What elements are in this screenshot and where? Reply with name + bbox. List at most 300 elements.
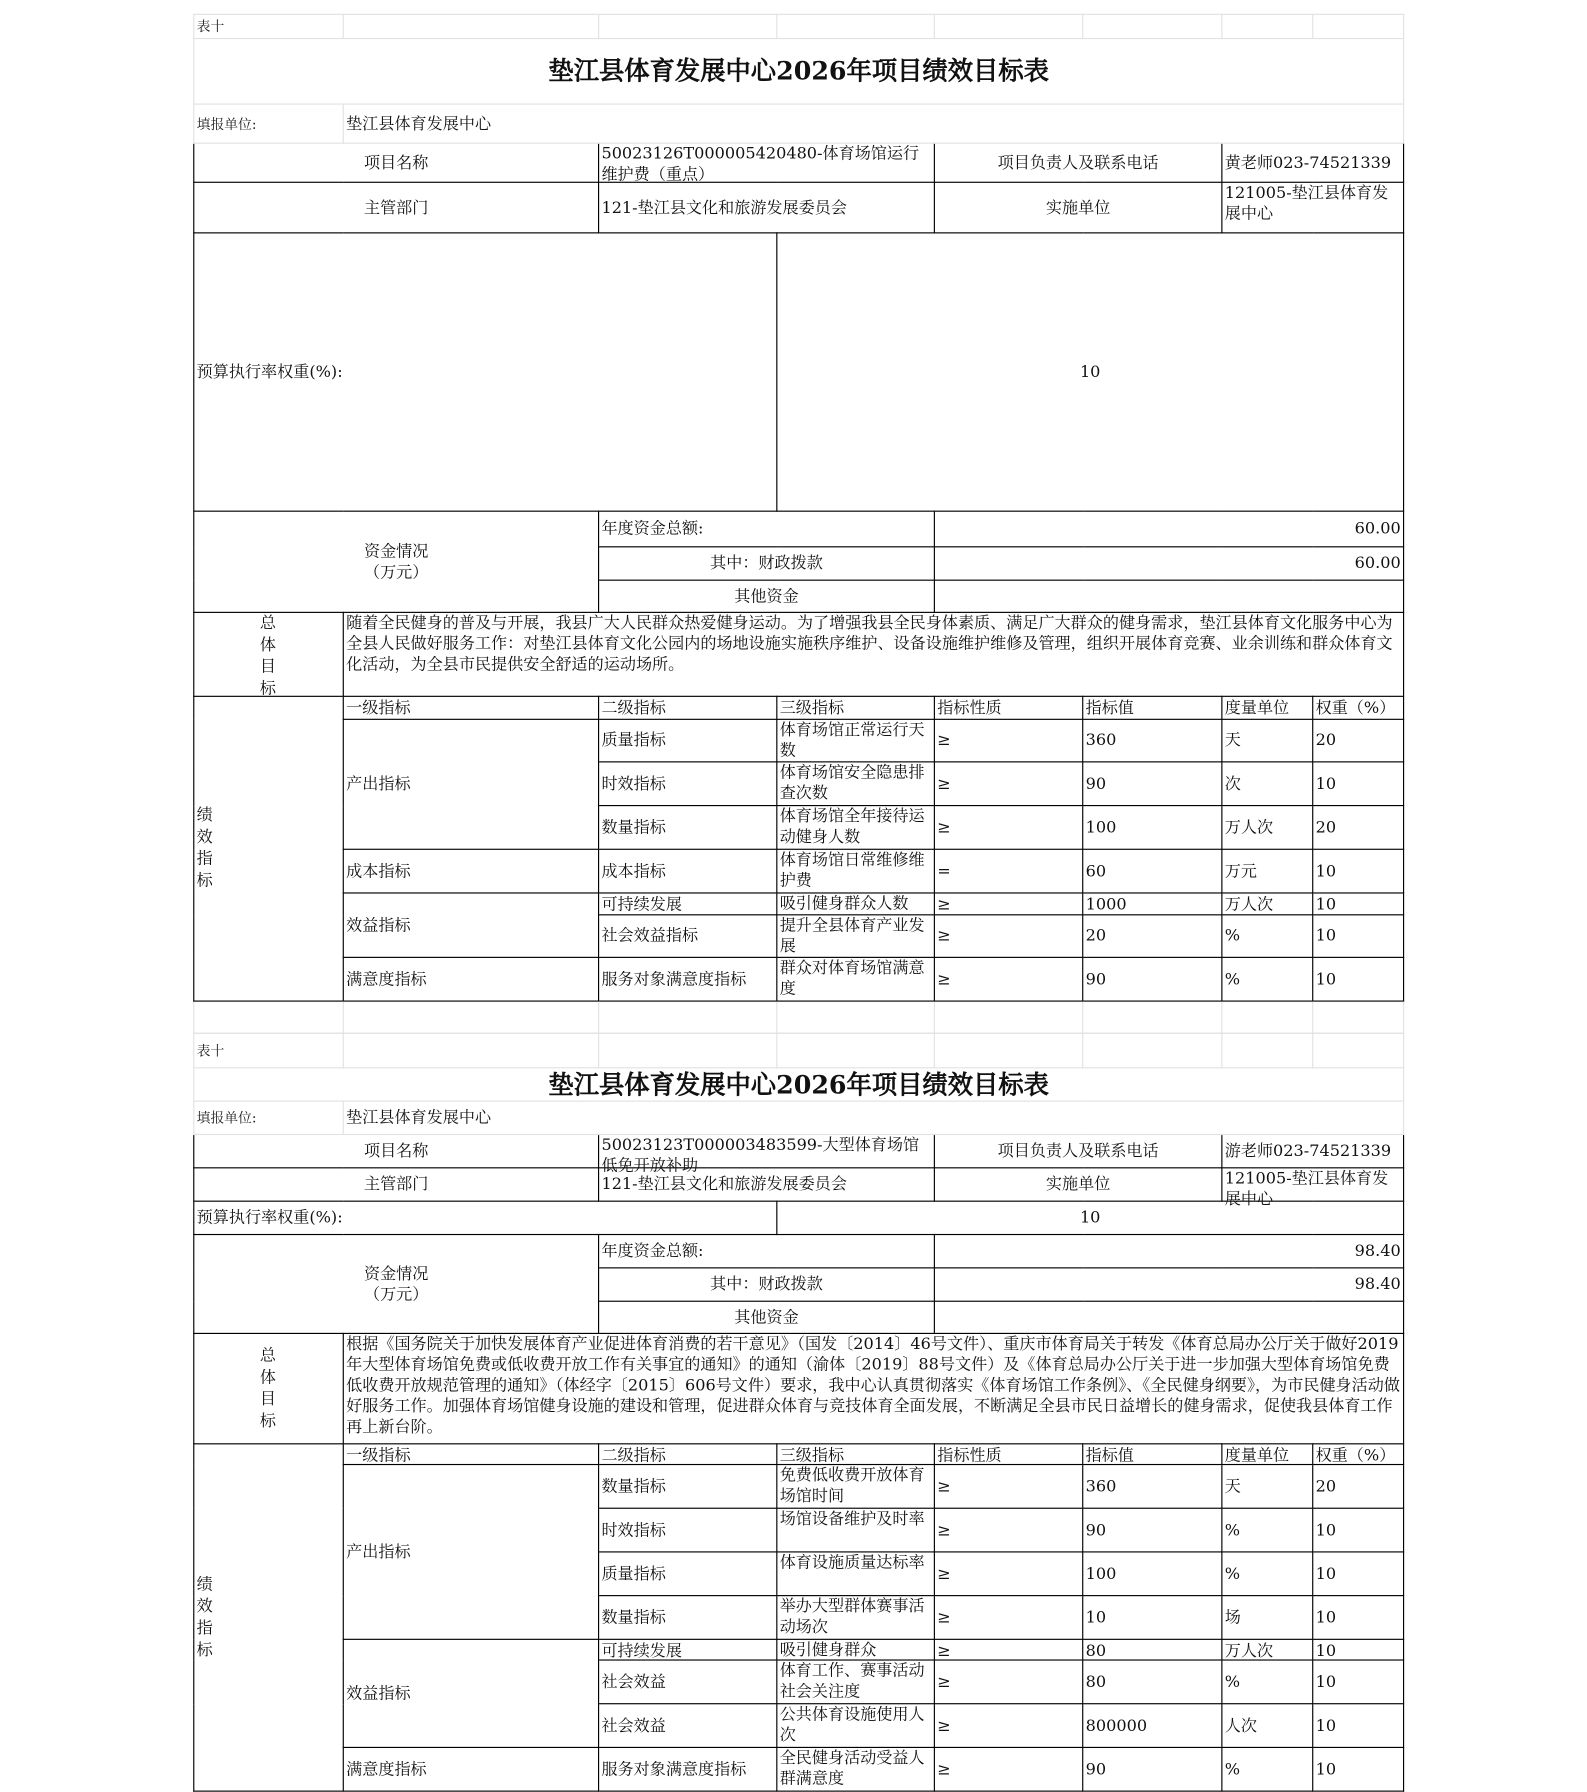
table-title: [194, 1068, 1404, 1101]
fiscal-value: [934, 1268, 1403, 1301]
level2-indicator-text: 社会效益: [601, 1672, 666, 1692]
empty-cell: [1222, 14, 1313, 38]
weight: [1313, 849, 1404, 893]
measure-unit: [1222, 1508, 1313, 1552]
fiscal-label-text: 其中：财政拨款: [710, 554, 823, 573]
department-label: [194, 1168, 599, 1201]
column-header: [343, 1444, 598, 1465]
indicator-nature-text: ≥: [937, 818, 951, 837]
level3-indicator-text: 吸引健身群众人数: [779, 894, 909, 914]
weight-text: 10: [1315, 1672, 1337, 1692]
weight: [1313, 1660, 1404, 1704]
indicator-nature: [934, 1508, 1082, 1552]
level1-indicator-text: 成本指标: [346, 861, 411, 881]
indicator-value: [1083, 1552, 1222, 1596]
indicator-nature: [934, 1704, 1082, 1748]
indicator-value-text: 10: [1085, 1608, 1107, 1627]
column-header-text: 二级指标: [601, 698, 666, 718]
indicator-nature-text: ≥: [937, 970, 951, 989]
column-header-text: 二级指标: [601, 1446, 666, 1465]
weight-text: 10: [1315, 1608, 1337, 1627]
measure-unit: [1222, 849, 1313, 893]
indicator-nature-text: ≥: [937, 895, 951, 914]
weight-text: 10: [1315, 774, 1337, 793]
level2-indicator: [599, 1465, 777, 1509]
level2-indicator-text: 时效指标: [601, 1520, 666, 1540]
column-header: [777, 696, 935, 719]
indicator-value-text: 80: [1085, 1641, 1107, 1661]
level3-indicator: [777, 1552, 935, 1596]
empty-cell: [1222, 1001, 1313, 1033]
indicator-value: [1083, 1747, 1222, 1791]
measure-unit-text: 万人次: [1224, 1641, 1274, 1661]
level3-indicator-text: 体育场馆正常运行天数: [779, 721, 925, 761]
indicator-nature-text: ≥: [937, 731, 951, 750]
level3-indicator: [777, 1639, 935, 1660]
empty-cell: [934, 1033, 1082, 1068]
measure-unit-text: %: [1224, 1760, 1241, 1779]
empty-cell: [599, 1001, 777, 1033]
indicator-nature: [934, 957, 1082, 1001]
budget-rate-label-text: 预算执行率权重(%):: [196, 1208, 343, 1228]
weight-text: 10: [1315, 1760, 1337, 1779]
annual-total-label-text: 年度资金总额:: [601, 519, 704, 539]
department-value: [599, 182, 935, 233]
table-number: [194, 1033, 344, 1068]
indicator-nature: [934, 915, 1082, 958]
annual-total-label: [599, 1235, 935, 1268]
column-header-text: 指标性质: [937, 698, 1002, 718]
weight: [1313, 1508, 1404, 1552]
weight-text: 20: [1315, 731, 1337, 750]
overall-goal-label-text: 总体目标: [259, 614, 276, 699]
fiscal-label-text: 其中：财政拨款: [710, 1275, 823, 1294]
indicator-value-text: 800000: [1085, 1716, 1148, 1735]
indicator-value: [1083, 762, 1222, 806]
unit-label-text: 填报单位:: [196, 1109, 257, 1126]
level3-indicator-text: 场馆设备维护及时率: [779, 1509, 925, 1529]
annual-total-value-text: 98.40: [1354, 1242, 1401, 1261]
implementing-unit-value-text: 121005-垫江县体育发展中心: [1224, 1169, 1389, 1209]
column-header: [934, 696, 1082, 719]
indicator-row: [194, 893, 1404, 915]
column-header: [599, 696, 777, 719]
indicator-value-text: 360: [1085, 1477, 1117, 1496]
overall-goal-text-text: 随着全民健身的普及与开展，我县广大人民群众热爱健身运动。为了增强我县全民身体素质、满足广大群众的健身需求，垫江县体育文化服务中心为全县人民做好服务工作：对垫江县体育文化公园内的场地设施实施秩序维护、设备设施维护维修及管理，组织开展体育竞赛、业余训练和群众体育文化活动，为全县市民提供安全舒适的运动场所。: [346, 614, 1393, 674]
level3-indicator-text: 体育场馆全年接待运动健身人数: [779, 807, 925, 847]
other-funds-label: [599, 580, 935, 612]
contact-value: [1222, 1134, 1404, 1167]
weight-text: 20: [1315, 1477, 1337, 1496]
measure-unit-text: %: [1224, 1564, 1241, 1583]
unit-value-text: 垫江县体育发展中心: [346, 114, 492, 133]
project-name-label-text: 项目名称: [363, 153, 429, 172]
indicator-nature-text: ≥: [937, 926, 951, 946]
funds-label: [194, 511, 599, 612]
level2-indicator: [599, 849, 777, 893]
measure-unit-text: 天: [1224, 731, 1241, 750]
weight: [1313, 1747, 1404, 1791]
level3-indicator: [777, 1508, 935, 1552]
column-header-text: 度量单位: [1224, 698, 1290, 718]
performance-indicators-label: [194, 1444, 344, 1791]
funds-label-text: 资金情况（万元）: [363, 1264, 429, 1304]
level1-indicator: [343, 719, 598, 849]
indicator-value: [1083, 1465, 1222, 1509]
indicator-row: [194, 1465, 1404, 1509]
budget-rate-value-text: 10: [1079, 362, 1101, 382]
level2-indicator: [599, 1639, 777, 1660]
measure-unit-text: 万人次: [1224, 818, 1274, 837]
empty-cell: [777, 1033, 935, 1068]
level3-indicator: [777, 849, 935, 893]
level1-indicator: [343, 1747, 598, 1791]
contact-label: [934, 143, 1222, 182]
empty-cell: [1083, 14, 1222, 38]
level1-indicator: [343, 957, 598, 1001]
implementing-unit-label: [934, 182, 1222, 233]
indicator-value-text: 20: [1085, 926, 1107, 946]
level2-indicator-text: 时效指标: [601, 774, 666, 793]
implementing-unit-value: [1222, 182, 1404, 233]
level2-indicator-text: 服务对象满意度指标: [601, 970, 747, 989]
measure-unit-text: 万元: [1224, 861, 1257, 881]
implementing-unit-label-text: 实施单位: [1045, 198, 1111, 217]
indicator-value: [1083, 1660, 1222, 1704]
indicator-value: [1083, 719, 1222, 762]
column-header-text: 指标值: [1085, 698, 1134, 718]
contact-label: [934, 1134, 1222, 1167]
measure-unit: [1222, 719, 1313, 762]
indicator-nature-text: =: [937, 861, 951, 881]
level1-indicator-text: 满意度指标: [346, 970, 427, 989]
weight: [1313, 806, 1404, 850]
level3-indicator-text: 群众对体育场馆满意度: [779, 959, 925, 999]
weight-text: 10: [1315, 970, 1337, 989]
indicator-nature: [934, 893, 1082, 915]
level2-indicator: [599, 1660, 777, 1704]
indicator-nature: [934, 1552, 1082, 1596]
level3-indicator-text: 体育场馆安全隐患排查次数: [779, 763, 925, 803]
table-title: [194, 39, 1404, 105]
level3-indicator: [777, 1465, 935, 1509]
level3-indicator: [777, 719, 935, 762]
level2-indicator-text: 服务对象满意度指标: [601, 1760, 747, 1779]
annual-total-value: [934, 1235, 1403, 1268]
measure-unit-text: %: [1224, 1672, 1241, 1692]
annual-total-value: [934, 511, 1403, 547]
budget-rate-value: [777, 1201, 1404, 1234]
budget-rate-value-text: 10: [1079, 1208, 1101, 1228]
level2-indicator: [599, 1747, 777, 1791]
overall-goal-text-text: 根据《国务院关于加快发展体育产业促进体育消费的若干意见》（国发〔2014〕46号文件）、重庆市体育局关于转发《体育总局办公厅关于做好2019年大型体育场馆免费或低收费开放工作有关事宜的通知》的通知（渝体〔2019〕88号文件）及《体育总局办公厅关于进一步加强大型体育场馆免费低收费开放规范管理的通知》（体经字〔2015〕606号文件）要求，我中心认真贯彻落实《体育场馆工作条例》、《全民健身纲要》，为市民健身活动做好服务工作。加强体育场馆健身设施的建设和管理，促进群众体育与竞技体育全面发展，不断满足全县市民日益增长的健身需求，促使我县体育工作再上新台阶。: [346, 1335, 1400, 1437]
level1-indicator: [343, 1465, 598, 1640]
performance-indicators-label-text: 绩效指标: [196, 1574, 213, 1659]
indicator-nature: [934, 849, 1082, 893]
indicator-row: [194, 849, 1404, 893]
measure-unit: [1222, 1704, 1313, 1748]
empty-cell: [934, 1001, 1082, 1033]
implementing-unit-label-text: 实施单位: [1045, 1175, 1111, 1194]
table-number: [194, 14, 344, 38]
level3-indicator-text: 吸引健身群众: [779, 1641, 877, 1660]
performance-table-2: [193, 1033, 1404, 1792]
fiscal-label: [599, 1268, 935, 1301]
level2-indicator: [599, 1704, 777, 1748]
project-name-value: [599, 1134, 935, 1176]
indicator-nature-text: ≥: [937, 1716, 951, 1735]
empty-cell: [1313, 1033, 1404, 1068]
department-label-text: 主管部门: [363, 1175, 429, 1194]
indicator-value: [1083, 849, 1222, 893]
measure-unit: [1222, 915, 1313, 958]
contact-label-text: 项目负责人及联系电话: [997, 1141, 1159, 1161]
measure-unit-text: 人次: [1224, 1716, 1257, 1735]
level2-indicator: [599, 1596, 777, 1640]
indicator-nature-text: ≥: [937, 1564, 951, 1583]
column-header-text: 三级指标: [779, 698, 845, 718]
weight-text: 10: [1315, 926, 1337, 946]
indicator-value: [1083, 1596, 1222, 1640]
project-name-label: [194, 143, 599, 182]
indicator-nature: [934, 806, 1082, 850]
measure-unit-text: 万人次: [1224, 895, 1274, 914]
budget-rate-label: [194, 1201, 777, 1234]
indicator-nature: [934, 719, 1082, 762]
unit-label-text: 填报单位:: [196, 115, 257, 132]
empty-cell: [934, 14, 1082, 38]
project-name-value-text: 50023123T000003483599-大型体育场馆低免开放补助: [601, 1136, 920, 1176]
indicator-value-text: 90: [1085, 970, 1107, 989]
empty-cell: [1083, 1001, 1222, 1033]
column-header-text: 三级指标: [779, 1446, 845, 1465]
indicator-nature: [934, 1596, 1082, 1640]
weight: [1313, 957, 1404, 1001]
level3-indicator: [777, 1704, 935, 1748]
table-number-text: 表十: [196, 1042, 225, 1059]
indicator-nature-text: ≥: [937, 1641, 951, 1661]
weight: [1313, 762, 1404, 806]
performance-table-1: [193, 14, 1404, 1034]
measure-unit: [1222, 1596, 1313, 1640]
other-funds-label-text: 其他资金: [734, 587, 799, 606]
empty-cell: [343, 1033, 598, 1068]
column-header: [1222, 1444, 1313, 1465]
fiscal-value: [934, 547, 1403, 580]
column-header: [1083, 1444, 1222, 1465]
weight-text: 10: [1315, 1716, 1337, 1735]
indicator-value: [1083, 806, 1222, 850]
measure-unit: [1222, 762, 1313, 806]
level1-indicator-text: 产出指标: [346, 775, 411, 794]
indicator-value-text: 90: [1085, 1520, 1107, 1540]
empty-cell: [194, 1001, 344, 1033]
indicator-value: [1083, 1508, 1222, 1552]
level2-indicator: [599, 1552, 777, 1596]
measure-unit-text: 天: [1224, 1477, 1241, 1496]
table-title-text: 垫江县体育发展中心2026年项目绩效目标表: [548, 56, 1049, 87]
funds-label-text: 资金情况（万元）: [363, 542, 429, 582]
implementing-unit-value-text: 121005-垫江县体育发展中心: [1224, 184, 1389, 224]
level3-indicator-text: 体育设施质量达标率: [779, 1553, 925, 1573]
level3-indicator-text: 体育场馆日常维修维护费: [779, 851, 925, 891]
level3-indicator: [777, 893, 935, 915]
empty-cell: [1313, 14, 1404, 38]
other-funds-value: [934, 580, 1403, 612]
unit-value-text: 垫江县体育发展中心: [346, 1108, 492, 1127]
overall-goal-label-text: 总体目标: [259, 1346, 276, 1431]
indicator-row: [194, 1639, 1404, 1660]
weight: [1313, 719, 1404, 762]
unit-label: [194, 104, 344, 143]
column-header: [1313, 696, 1404, 719]
indicator-value: [1083, 1639, 1222, 1660]
weight-text: 10: [1315, 1520, 1337, 1540]
project-name-value-text: 50023126T000005420480-体育场馆运行维护费（重点）: [601, 144, 920, 184]
measure-unit: [1222, 893, 1313, 915]
indicator-value-text: 60: [1085, 861, 1107, 881]
weight-text: 10: [1315, 895, 1337, 914]
level2-indicator-text: 质量指标: [601, 731, 666, 750]
measure-unit: [1222, 1639, 1313, 1660]
level3-indicator: [777, 1596, 935, 1640]
empty-cell: [1313, 1001, 1404, 1033]
measure-unit: [1222, 1552, 1313, 1596]
indicator-nature-text: ≥: [937, 1760, 951, 1779]
unit-value: [343, 104, 1403, 143]
indicator-nature: [934, 1465, 1082, 1509]
level3-indicator: [777, 1747, 935, 1791]
budget-rate-label-text: 预算执行率权重(%):: [196, 362, 343, 382]
indicator-nature: [934, 1660, 1082, 1704]
measure-unit: [1222, 957, 1313, 1001]
indicator-value-text: 360: [1085, 731, 1117, 750]
level2-indicator-text: 可持续发展: [601, 895, 682, 914]
column-header-text: 一级指标: [346, 698, 411, 718]
implementing-unit-label: [934, 1168, 1222, 1201]
indicator-value-text: 90: [1085, 1760, 1107, 1779]
table-title-text: 垫江县体育发展中心2026年项目绩效目标表: [548, 1070, 1049, 1100]
level3-indicator-text: 免费低收费开放体育场馆时间: [779, 1466, 925, 1506]
level2-indicator-text: 数量指标: [601, 1608, 666, 1627]
unit-label: [194, 1101, 344, 1134]
column-header: [1313, 1444, 1404, 1465]
indicator-value-text: 100: [1085, 818, 1117, 837]
empty-cell: [1222, 1033, 1313, 1068]
level2-indicator-text: 质量指标: [601, 1564, 666, 1583]
level2-indicator-text: 可持续发展: [601, 1641, 682, 1661]
level3-indicator: [777, 1660, 935, 1704]
other-funds-label: [599, 1301, 935, 1333]
measure-unit: [1222, 1660, 1313, 1704]
indicator-nature-text: ≥: [937, 774, 951, 793]
weight-text: 20: [1315, 818, 1337, 837]
level3-indicator-text: 全民健身活动受益人群满意度: [779, 1749, 925, 1789]
level3-indicator-text: 体育工作、赛事活动社会关注度: [779, 1661, 925, 1701]
level2-indicator: [599, 893, 777, 915]
fiscal-value-text: 98.40: [1354, 1275, 1401, 1294]
contact-label-text: 项目负责人及联系电话: [997, 153, 1159, 172]
unit-value: [343, 1101, 1403, 1134]
column-header: [1222, 696, 1313, 719]
indicator-value: [1083, 915, 1222, 958]
level3-indicator-text: 提升全县体育产业发展: [779, 916, 925, 956]
implementing-unit-value: [1222, 1168, 1404, 1209]
performance-indicators-label: [194, 696, 344, 1001]
level2-indicator: [599, 806, 777, 850]
weight: [1313, 1465, 1404, 1509]
weight: [1313, 893, 1404, 915]
other-funds-label-text: 其他资金: [734, 1308, 799, 1327]
weight: [1313, 1552, 1404, 1596]
indicator-value-text: 90: [1085, 774, 1107, 793]
level2-indicator-text: 成本指标: [601, 861, 666, 881]
measure-unit: [1222, 1465, 1313, 1509]
level1-indicator-text: 效益指标: [346, 1684, 411, 1703]
indicator-nature: [934, 762, 1082, 806]
department-value-text: 121-垫江县文化和旅游发展委员会: [601, 198, 847, 217]
level3-indicator-text: 举办大型群体赛事活动场次: [779, 1597, 925, 1637]
annual-total-label: [599, 511, 935, 547]
other-funds-value: [934, 1301, 1403, 1333]
indicator-value-text: 80: [1085, 1672, 1107, 1692]
fiscal-value-text: 60.00: [1354, 554, 1401, 573]
measure-unit-text: %: [1224, 926, 1241, 946]
empty-cell: [599, 1033, 777, 1068]
annual-total-label-text: 年度资金总额:: [601, 1242, 704, 1261]
funds-label: [194, 1235, 599, 1334]
level1-indicator-text: 满意度指标: [346, 1760, 427, 1779]
project-name-label-text: 项目名称: [363, 1141, 429, 1161]
empty-cell: [343, 14, 598, 38]
column-header: [599, 1444, 777, 1465]
column-header-text: 指标值: [1085, 1446, 1134, 1465]
level2-indicator: [599, 915, 777, 958]
weight: [1313, 1639, 1404, 1660]
contact-value: [1222, 143, 1404, 182]
level1-indicator: [343, 893, 598, 957]
indicator-value: [1083, 893, 1222, 915]
empty-cell: [599, 14, 777, 38]
weight: [1313, 1704, 1404, 1748]
project-name-label: [194, 1134, 599, 1167]
indicator-nature: [934, 1747, 1082, 1791]
performance-indicators-label-text: 绩效指标: [196, 806, 213, 891]
level2-indicator: [599, 762, 777, 806]
indicator-value: [1083, 957, 1222, 1001]
level1-indicator: [343, 849, 598, 893]
level3-indicator: [777, 915, 935, 958]
indicator-value-text: 1000: [1085, 895, 1127, 914]
contact-value-text: 黄老师023-74521339: [1224, 153, 1392, 172]
level1-indicator-text: 产出指标: [346, 1542, 411, 1562]
column-header-text: 指标性质: [937, 1446, 1002, 1465]
annual-total-value-text: 60.00: [1354, 519, 1401, 539]
department-label: [194, 182, 599, 233]
measure-unit-text: 场: [1224, 1608, 1241, 1627]
budget-rate-value: [777, 233, 1404, 511]
indicator-row: [194, 719, 1404, 762]
level2-indicator-text: 社会效益指标: [601, 926, 699, 946]
overall-goal-label: [194, 612, 344, 699]
weight-text: 10: [1315, 861, 1337, 881]
empty-cell: [777, 14, 935, 38]
indicator-row: [194, 957, 1404, 1001]
measure-unit-text: %: [1224, 1520, 1241, 1540]
level2-indicator-text: 数量指标: [601, 818, 666, 837]
level2-indicator: [599, 719, 777, 762]
department-label-text: 主管部门: [363, 198, 429, 217]
